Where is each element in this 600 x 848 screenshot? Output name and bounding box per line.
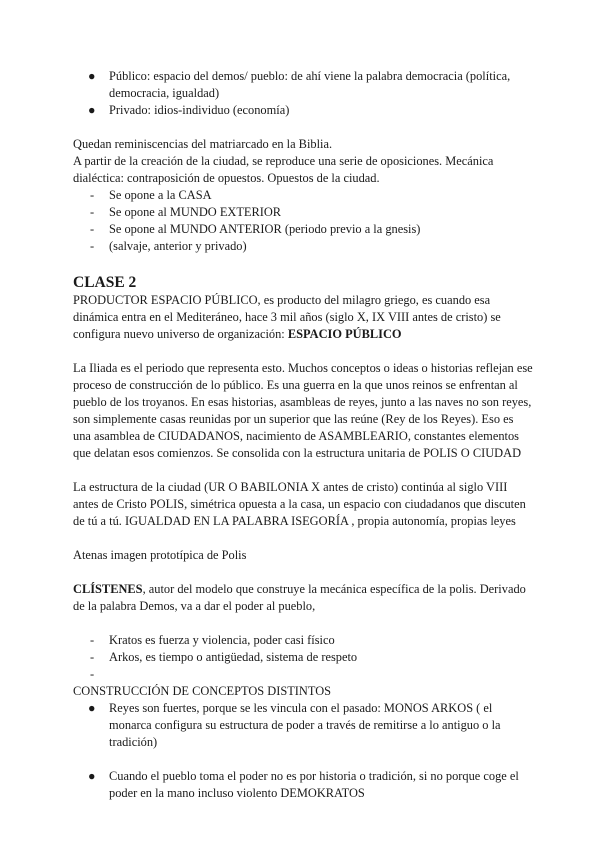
demos-terms-list — [73, 632, 533, 683]
list-item-text: Kratos es fuerza y violencia, poder casi físico — [109, 633, 335, 647]
dash-icon: - — [90, 667, 95, 681]
clistenes-text: , autor del modelo que construye la mecánica específica de la polis. Derivado de la palabra Demos, va a dar el poder al pueblo, — [73, 582, 526, 613]
bullet-icon: ● — [88, 701, 96, 715]
matriarcado-paragraph: Quedan reminiscencias del matriarcado en la Biblia. — [73, 137, 333, 151]
list-item — [73, 68, 533, 102]
bullet-icon: ● — [88, 69, 96, 83]
list-item-text: Se opone a la CASA — [109, 188, 212, 202]
section-subheading: CONSTRUCCIÓN DE CONCEPTOS DISTINTOS — [73, 684, 332, 698]
dash-icon: - — [90, 239, 95, 253]
list-item — [73, 632, 533, 649]
bullet-icon: ● — [88, 103, 96, 117]
opuestos-list — [73, 187, 533, 255]
list-item-text: Público: espacio del demos/ pueblo: de ahí viene la palabra democracia (política, democracia, igualdad) — [109, 69, 511, 100]
atenas-paragraph: Atenas imagen prototípica de Polis — [73, 548, 247, 562]
dash-icon: - — [90, 650, 95, 664]
estructura-paragraph: La estructura de la ciudad (UR O BABILONIA X antes de cristo) continúa al siglo VIII antes de Cristo POLIS, simétrica opuesta a la casa, un espacio con ciudadanos que discuten de tú a tú. IGUALDAD EN LA PALABRA ISEGORÍA , propia autonomía, propias leyes — [73, 480, 526, 528]
productor-text: PRODUCTOR ESPACIO PÚBLICO, es producto del milagro griego, es cuando esa dinámica entra en el Mediteráneo, hace 3 mil años (siglo X, IX VIII antes de cristo) se configura nuevo universo de organización: — [73, 293, 501, 341]
list-item — [73, 221, 533, 238]
clistenes-paragraph — [73, 581, 533, 615]
list-item — [73, 700, 533, 751]
list-item-text: (salvaje, anterior y privado) — [109, 239, 247, 253]
espacio-publico-emphasis: ESPACIO PÚBLICO — [287, 327, 402, 341]
productor-paragraph — [73, 292, 533, 343]
list-item-text: Reyes son fuertes, porque se les vincula con el pasado: MONOS ARKOS ( el monarca configura su estructura de poder a través de remitirse a lo antiguo o la tradición) — [109, 701, 501, 749]
document-page — [73, 68, 533, 802]
public-private-list — [73, 68, 533, 119]
section-heading: CLASE 2 — [73, 274, 137, 291]
dash-icon: - — [90, 633, 95, 647]
list-item — [73, 666, 533, 683]
bullet-icon: ● — [88, 769, 96, 783]
list-item — [73, 102, 533, 119]
oposiciones-paragraph: A partir de la creación de la ciudad, se reproduce una serie de oposiciones. Mecánica dialéctica: contraposición de opuestos. Opuestos de la ciudad. — [73, 154, 494, 185]
list-item-text: Arkos, es tiempo o antigüedad, sistema de respeto — [109, 650, 358, 664]
list-item — [73, 768, 533, 802]
iliada-paragraph: La Iliada es el periodo que representa esto. Muchos conceptos o ideas o historias reflejan ese proceso de construcción de lo público. Es una guerra en la que unos reinos se enfrentan al pueblo de los troyanos. En esas historias, asambleas de reyes, junto a las naves no son reyes, son simplemente casas reunidas por un superior que las reúne (Rey de los Reyes). Eso es una asamblea de CIUDADANOS, nacimiento de ASAMBLEARIO, constantes elementos que delatan esos comienzos. Se consolida con la estructura unitaria de POLIS O CIUDAD — [73, 361, 533, 460]
list-item — [73, 204, 533, 221]
list-item — [73, 649, 533, 666]
construccion-list — [73, 700, 533, 802]
list-item — [73, 238, 533, 255]
dash-icon: - — [90, 205, 95, 219]
dash-icon: - — [90, 222, 95, 236]
list-item-text: Privado: idios-individuo (economía) — [109, 103, 290, 117]
clistenes-name: CLÍSTENES — [73, 582, 143, 596]
list-item — [73, 187, 533, 204]
dash-icon: - — [90, 188, 95, 202]
list-item-text: Se opone al MUNDO EXTERIOR — [109, 205, 282, 219]
list-item-text: Cuando el pueblo toma el poder no es por historia o tradición, si no porque coge el poder en la mano incluso violento DEMOKRATOS — [109, 769, 519, 800]
list-item-text: Se opone al MUNDO ANTERIOR (periodo previo a la gnesis) — [109, 222, 421, 236]
